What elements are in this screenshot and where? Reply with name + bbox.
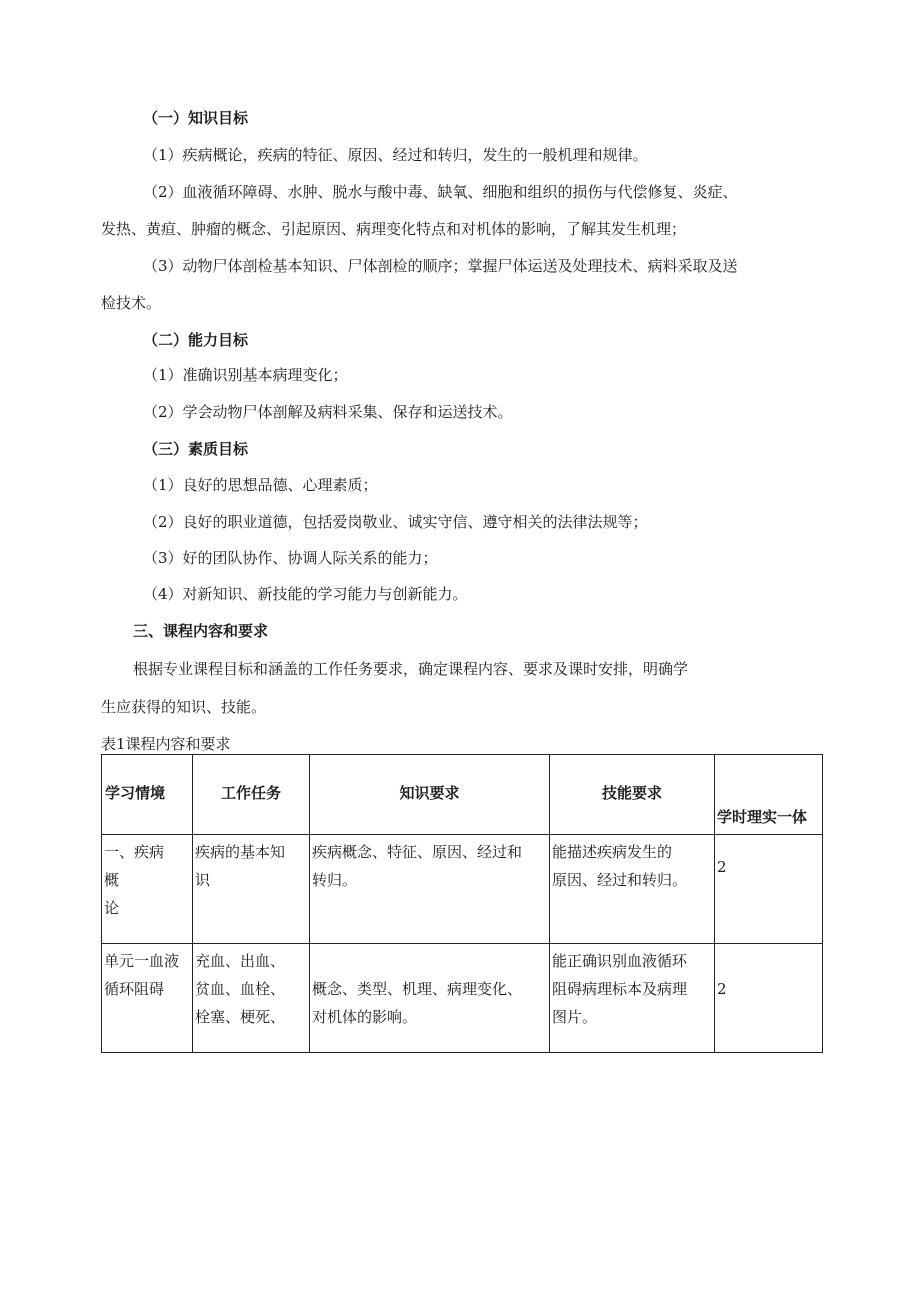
row1-skill: 能描述疾病发生的 原因、经过和转归。 <box>550 835 715 944</box>
knowledge-item-2: （2）血液循环障碍、水肿、脱水与酸中毒、缺氧、细胞和组织的损伤与代偿修复、炎症、 <box>143 183 738 201</box>
row2-knowledge: 概念、类型、机理、病理变化、 对机体的影响。 <box>310 944 550 1053</box>
row2-context: 单元一血液 循环阻碍 <box>102 944 193 1053</box>
knowledge-item-1: （1）疾病概论，疾病的特征、原因、经过和转归，发生的一般机理和规律。 <box>143 146 648 164</box>
quality-item-1: （1）良好的思想品德、心理素质； <box>143 476 378 494</box>
row2-hours: 2 <box>715 944 823 1053</box>
row1-knowledge: 疾病概念、特征、原因、经过和 转归。 <box>310 835 550 944</box>
quality-item-3: （3）好的团队协作、协调人际关系的能力； <box>143 549 438 567</box>
ability-item-2: （2）学会动物尸体剖解及病料采集、保存和运送技术。 <box>143 403 513 421</box>
table-row <box>102 944 823 1053</box>
knowledge-item-3-cont: 检技术。 <box>101 294 162 312</box>
table-header-row <box>102 755 823 835</box>
quality-item-2: （2）良好的职业道德，包括爱岗敬业、诚实守信、遵守相关的法律法规等； <box>143 513 648 531</box>
header-hours: 学时理实一体 <box>715 755 823 835</box>
course-content-table <box>101 754 823 1053</box>
header-skill-req: 技能要求 <box>550 755 715 835</box>
ability-item-1: （1）准确识别基本病理变化； <box>143 366 348 384</box>
table-row <box>102 835 823 944</box>
row1-hours: 2 <box>715 835 823 944</box>
knowledge-heading: （一）知识目标 <box>143 109 249 127</box>
row2-skill: 能正确识别血液循环 阻碍病理标本及病理 图片。 <box>550 944 715 1053</box>
quality-item-4: （4）对新知识、新技能的学习能力与创新能力。 <box>143 585 468 603</box>
header-learning-context: 学习情境 <box>102 755 193 835</box>
row2-task: 充血、出血、 贫血、血栓、 栓塞、梗死、 <box>193 944 310 1053</box>
header-knowledge-req: 知识要求 <box>310 755 550 835</box>
row1-task: 疾病的基本知 识 <box>193 835 310 944</box>
quality-heading: （三）素质目标 <box>143 440 249 458</box>
content-para-line-1: 根据专业课程目标和涵盖的工作任务要求，确定课程内容、要求及课时安排，明确学 <box>133 660 689 678</box>
header-work-task: 工作任务 <box>193 755 310 835</box>
ability-heading: （二）能力目标 <box>143 331 249 349</box>
knowledge-item-3: （3）动物尸体剖检基本知识、尸体剖检的顺序；掌握尸体运送及处理技术、病料采取及送 <box>143 257 738 275</box>
content-para-line-2: 生应获得的知识、技能。 <box>101 698 267 716</box>
knowledge-item-2-cont: 发热、黄疸、肿瘤的概念、引起原因、病理变化特点和对机体的影响，了解其发生机理； <box>101 220 687 238</box>
content-heading: 三、课程内容和要求 <box>133 622 269 640</box>
row1-context: 一、疾病 概 论 <box>102 835 193 944</box>
table-caption: 表1课程内容和要求 <box>101 735 231 753</box>
